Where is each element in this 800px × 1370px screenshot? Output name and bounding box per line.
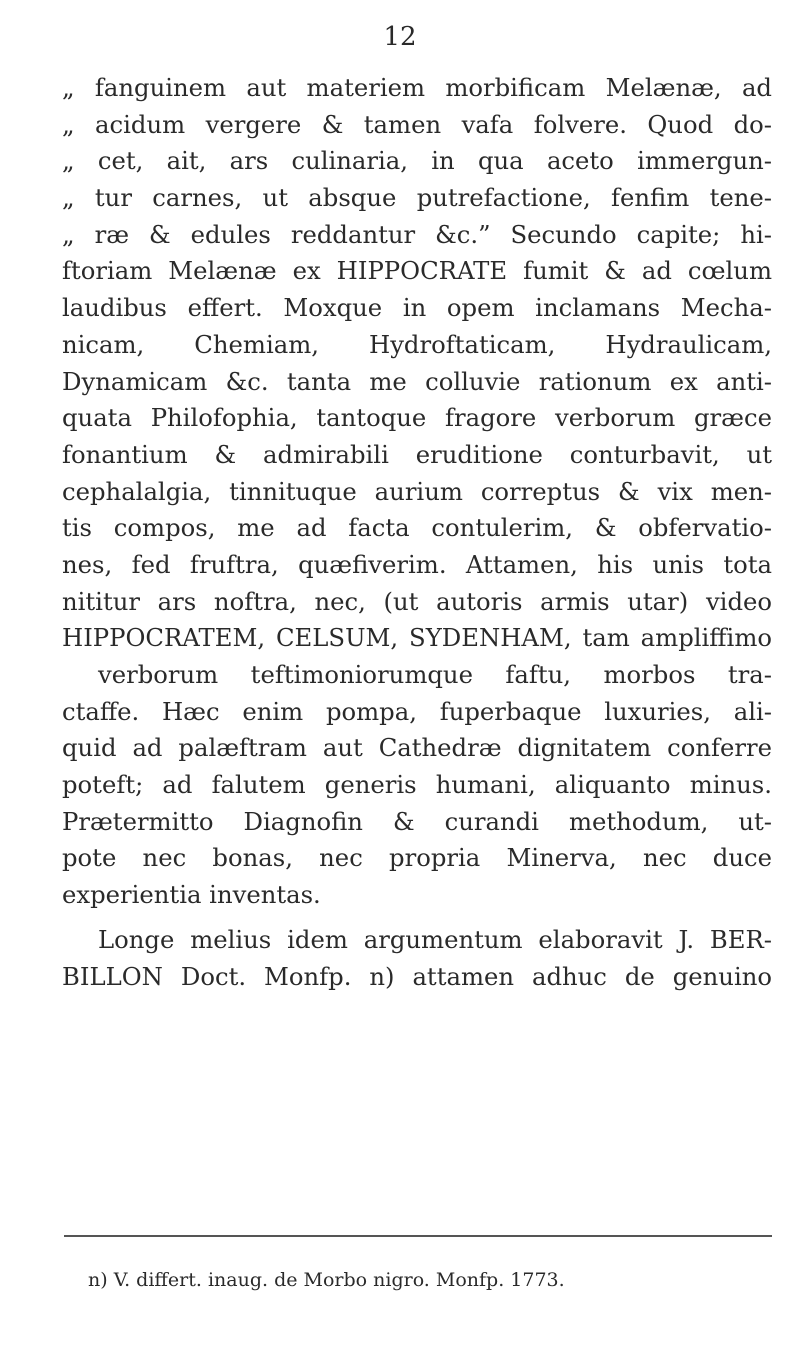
footnote-divider: [64, 1235, 772, 1237]
text-line: quata Philofophia, tantoque fragore verborum græce: [62, 403, 772, 433]
text-line: HIPPOCRATEM, CELSUM, SYDENHAM, tam ampliffimo: [62, 623, 772, 653]
text-line: cephalalgia, tinnituque aurium correptus & vix men-: [62, 476, 772, 506]
text-line: Longe melius idem argumentum elaboravit J. BER-: [98, 924, 772, 954]
text-line: verborum teftimoniorumque faftu, morbos tra-: [98, 660, 772, 689]
text-line: „ acidum vergere & tamen vafa folvere. Quod do-: [62, 109, 772, 139]
text-line: nicam, Chemiam, Hydroftaticam, Hydraulicam,: [62, 329, 772, 359]
text-line: tis compos, me ad facta contulerim, & obfervatio-: [62, 513, 772, 543]
text-line: nititur ars noftra, nec, (ut autoris armis utar) video: [62, 586, 772, 616]
text-line: Prætermitto Diagnofin & curandi methodum, ut-: [62, 806, 772, 836]
text-line: „ ræ & edules reddantur &c.” Secundo capite; hi-: [62, 219, 772, 249]
text-line: „ fanguinem aut materiem morbificam Melænæ, ad: [62, 73, 772, 102]
text-line: BILLON Doct. Monfp. n) attamen adhuc de genuino: [62, 961, 772, 991]
text-line: experientia inventas.: [62, 880, 321, 910]
footnote: n) V. differt. inaug. de Morbo nigro. Monfp. 1773.: [88, 1269, 565, 1291]
text-line: „ tur carnes, ut absque putrefactione, fenfim tene-: [62, 183, 772, 213]
main-text: [62, 70, 772, 995]
text-line: fonantium & admirabili eruditione conturbavit, ut: [62, 439, 772, 469]
text-line: ftoriam Melænæ ex HIPPOCRATE fumit & ad cœlum: [62, 256, 772, 286]
text-line: laudibus effert. Moxque in opem inclamans Mecha-: [62, 293, 772, 323]
text-line: ctaffe. Hæc enim pompa, fuperbaque luxuries, ali-: [62, 696, 772, 726]
text-line: quid ad palæftram aut Cathedræ dignitatem conferre: [62, 733, 772, 763]
page-number: 12: [383, 22, 417, 52]
text-line: „ cet, ait, ars culinaria, in qua aceto immergun-: [62, 146, 772, 176]
text-line: pote nec bonas, nec propria Minerva, nec duce: [62, 843, 772, 873]
text-line: poteft; ad falutem generis humani, aliquanto minus.: [62, 770, 772, 800]
text-line: Dynamicam &c. tanta me colluvie rationum ex anti-: [62, 366, 772, 396]
text-line: nes, fed fruftra, quæfiverim. Attamen, his unis tota: [62, 549, 772, 579]
